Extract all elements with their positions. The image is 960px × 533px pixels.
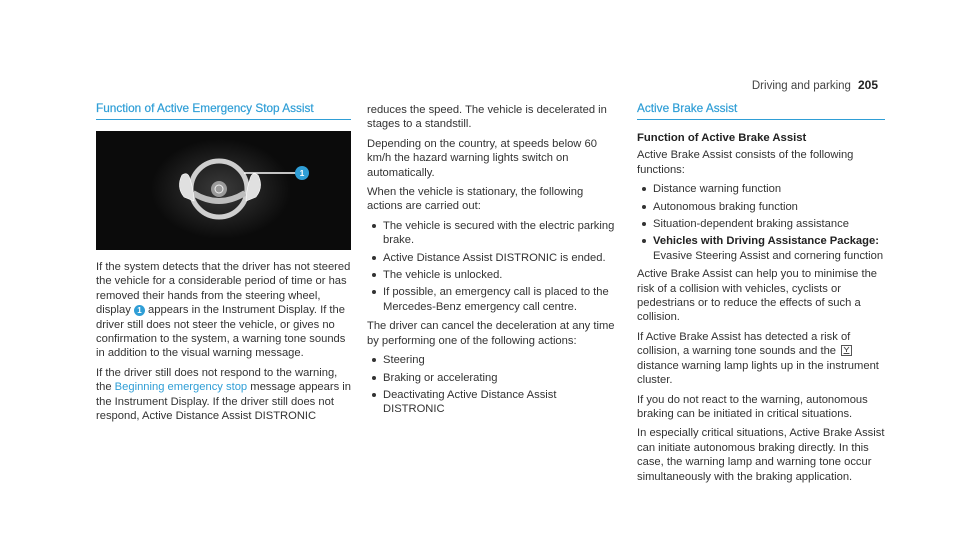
paragraph [96,260,351,361]
page-header [752,78,878,93]
package-label: Vehicles with Driving Assistance Package: [653,235,879,248]
section-title-active-brake-assist: Active Brake Assist [637,101,885,120]
text: If the system detects that the driver has not steered the vehicle for a considerable period of time or has removed their hands from the steering wheel, display [96,261,351,317]
list-item: If possible, an emergency call is placed to the Mercedes-Benz emergency call centre. [367,285,620,314]
list-item [637,234,885,263]
section-name: Driving and parking [751,80,851,92]
steering-wheel-figure [96,131,351,250]
paragraph [96,366,351,424]
list-item: The vehicle is unlocked. [367,268,620,282]
column-1 [96,101,351,428]
paragraph: reduces the speed. The vehicle is decelerated in stages to a standstill. [367,104,607,131]
display-message: Beginning emergency stop [114,381,248,394]
list-item: The vehicle is secured with the electric parking brake. [367,219,620,248]
section-title-emergency-stop: Function of Active Emergency Stop Assist [96,101,351,120]
list-item: Situation-dependent braking assistance [637,217,885,231]
text: distance warning lamp lights up in the instrument cluster. [637,359,879,387]
paragraph: Depending on the country, at speeds below 60 km/h the hazard warning lights switch on automatically. [367,137,597,179]
stationary-actions-list [367,219,620,314]
paragraph: When the vehicle is stationary, the following actions are carried out: [367,186,584,213]
column-3 [637,101,885,489]
steering-wheel-illustration [96,131,351,250]
paragraph: In especially critical situations, Active Brake Assist can initiate autonomous braking directly. In this case, the warning lamp and warning tone occur simultaneously with the braking application. [637,427,885,483]
column-2 [367,103,620,422]
distance-warning-icon [841,345,852,356]
paragraph: Active Brake Assist consists of the following functions: [637,149,854,176]
text: If the driver still does not respond to the warning, the [96,366,338,394]
list-item: Distance warning function [637,182,885,196]
paragraph: Active Brake Assist can help you to minimise the risk of a collision with vehicles, cyclists or pedestrians or to reduce the effects of such a collision. [637,268,878,324]
text: appears in the Instrument Display. If the driver still does not steer the vehicle, or gives no confirmation to the system, a warning tone sounds in addition to the visual warning message. [96,304,346,360]
text: If Active Brake Assist has detected a risk of collision, a warning tone sounds and the [637,330,851,358]
list-item: Braking or accelerating [367,371,620,385]
functions-list [637,182,885,263]
list-item: Steering [367,353,620,367]
paragraph: The driver can cancel the deceleration at any time by performing one of the following actions: [367,320,615,347]
text: message appears in the Instrument Display. If the driver still does not respond, Active Distance Assist DISTRONIC [96,381,352,423]
list-item: Autonomous braking function [637,200,885,214]
figure-callout-1: 1 [299,168,305,178]
paragraph: If you do not react to the warning, autonomous braking can be initiated in critical situations. [637,393,868,420]
cancel-actions-list [367,353,620,417]
list-item: Deactivating Active Distance Assist DISTRONIC [367,388,620,417]
subsection-title: Function of Active Brake Assist [637,132,807,144]
page-number: 205 [857,78,878,92]
paragraph [637,330,885,388]
list-item: Active Distance Assist DISTRONIC is ended. [367,251,620,265]
text: Evasive Steering Assist and cornering function [653,249,884,262]
callout-1-icon: 1 [134,305,145,316]
